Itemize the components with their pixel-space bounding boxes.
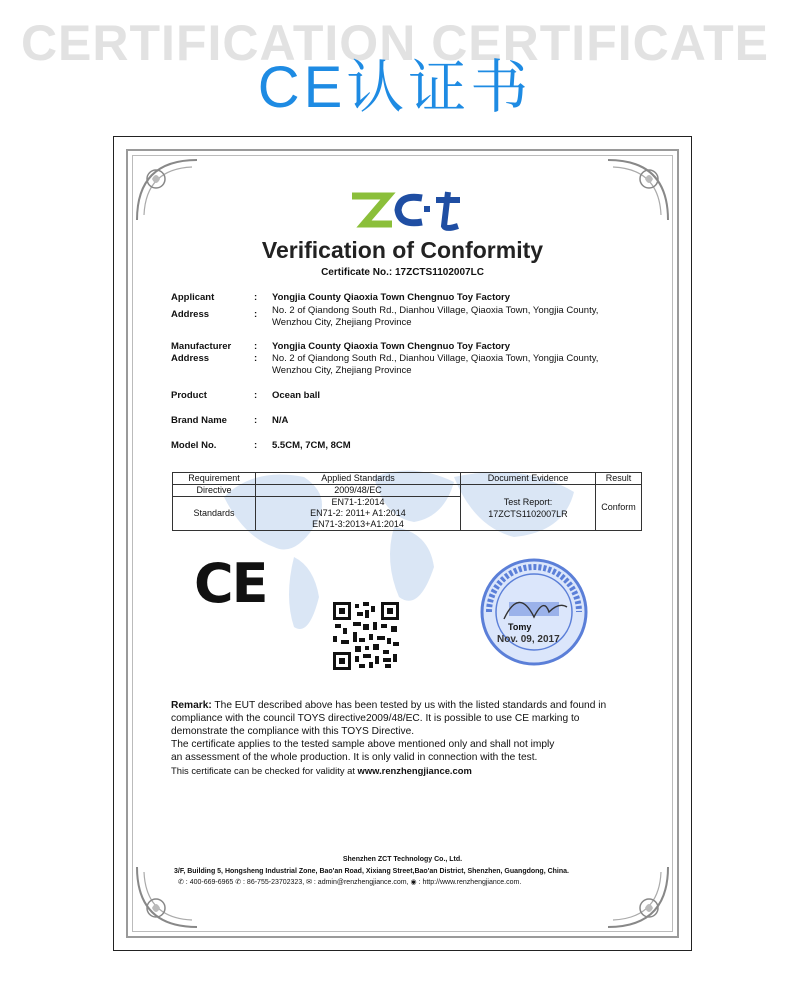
- evidence-line1: Test Report:: [503, 496, 553, 507]
- ornament-corner-top-left: [132, 155, 202, 225]
- brand-label: Brand Name: [171, 415, 227, 426]
- remark-label: Remark:: [171, 700, 212, 711]
- model-label: Model No.: [171, 440, 217, 451]
- colon: :: [254, 292, 258, 303]
- evidence-line2: 17ZCTS1102007LR: [488, 508, 568, 519]
- product-value: Ocean ball: [272, 390, 321, 401]
- approval-seal-icon: [479, 557, 589, 667]
- ce-mark-logo: CE: [194, 552, 267, 615]
- table-header: Applied Standards: [256, 473, 461, 485]
- remark-text: [171, 699, 651, 777]
- result-value: Conform: [596, 485, 642, 531]
- model-value: 5.5CM, 7CM, 8CM: [272, 440, 351, 451]
- manufacturer-address-line2: Wenzhou City, Zhejiang Province: [272, 365, 412, 376]
- document-evidence: [461, 485, 596, 531]
- applicant-label: Applicant: [171, 292, 215, 303]
- certificate: [113, 136, 692, 951]
- table-header: Requirement: [173, 473, 256, 485]
- standard-item: EN71-2: 2011+ A1:2014: [310, 508, 406, 518]
- footer-company: Shenzhen ZCT Technology Co., Ltd.: [342, 856, 463, 863]
- standard-item: EN71-3:2013+A1:2014: [312, 519, 404, 529]
- remark-line: demonstrate the compliance with this TOYS Directive.: [171, 726, 415, 737]
- table-header-row: [173, 473, 642, 485]
- applicant-address-label: Address: [171, 309, 210, 320]
- signature-date: Nov. 09, 2017: [497, 634, 560, 645]
- table-header: Document Evidence: [461, 473, 596, 485]
- page-title: CE认证书: [257, 55, 533, 120]
- signatory-name: Tomy: [508, 622, 532, 632]
- brand-value: N/A: [272, 415, 289, 426]
- standards-table: [172, 472, 642, 531]
- manufacturer-address-label: Address: [171, 353, 210, 364]
- colon: :: [254, 415, 258, 426]
- certificate-number: Certificate No.: 17ZCTS1102007LC: [321, 267, 484, 278]
- standard-item: EN71-1:2014: [331, 497, 385, 507]
- colon: :: [254, 309, 258, 320]
- validity-website: www.renzhengjiance.com: [357, 765, 472, 776]
- colon: :: [254, 341, 258, 352]
- manufacturer-address-line1: No. 2 of Qiandong South Rd., Dianhou Village, Qiaoxia Town, Yongjia County,: [272, 353, 599, 364]
- applicant-address-line1: No. 2 of Qiandong South Rd., Dianhou Village, Qiaoxia Town, Yongjia County,: [272, 305, 599, 316]
- footer-contact: ✆ : 400-669-6965 ✆ : 86-755-23702323, ✉ : admin@renzhengjiance.com, ◉ : http://www.renzhengjiance.com.: [178, 879, 522, 886]
- manufacturer-value: Yongjia County Qiaoxia Town Chengnuo Toy Factory: [272, 341, 511, 352]
- table-header: Result: [596, 473, 642, 485]
- standards-label: Standards: [173, 497, 256, 531]
- remark-line: compliance with the council TOYS directive2009/48/EC. It is possible to use CE marking to: [171, 713, 580, 724]
- qr-code-icon: [333, 602, 399, 670]
- footer-address: 3/F, Building 5, Hongsheng Industrial Zone, Bao'an Road, Xixiang Street,Bao'an District, Shenzhen, Guangdong, China.: [174, 868, 569, 875]
- manufacturer-label: Manufacturer: [171, 341, 232, 352]
- colon: :: [254, 390, 258, 401]
- remark-line: The certificate applies to the tested sample above mentioned only and shall not imply: [171, 739, 555, 750]
- applicant-address-line2: Wenzhou City, Zhejiang Province: [272, 317, 412, 328]
- remark-line: This certificate can be checked for validity at: [171, 765, 358, 776]
- zct-logo: [344, 186, 464, 234]
- remark-line: an assessment of the whole production. It is only valid in connection with the test.: [171, 752, 538, 763]
- applicant-value: Yongjia County Qiaoxia Town Chengnuo Toy Factory: [272, 292, 511, 303]
- table-row: [173, 485, 642, 497]
- colon: :: [254, 440, 258, 451]
- product-label: Product: [171, 390, 207, 401]
- certificate-title: Verification of Conformity: [261, 237, 544, 263]
- standards-list: [256, 497, 461, 531]
- directive-label: Directive: [173, 485, 256, 497]
- background-title: CERTIFICATION CERTIFICATE: [20, 15, 770, 71]
- directive-value: 2009/48/EC: [256, 485, 461, 497]
- colon: :: [254, 353, 258, 364]
- remark-line: The EUT described above has been tested by us with the listed standards and found in: [211, 700, 607, 711]
- ornament-corner-top-right: [603, 155, 673, 225]
